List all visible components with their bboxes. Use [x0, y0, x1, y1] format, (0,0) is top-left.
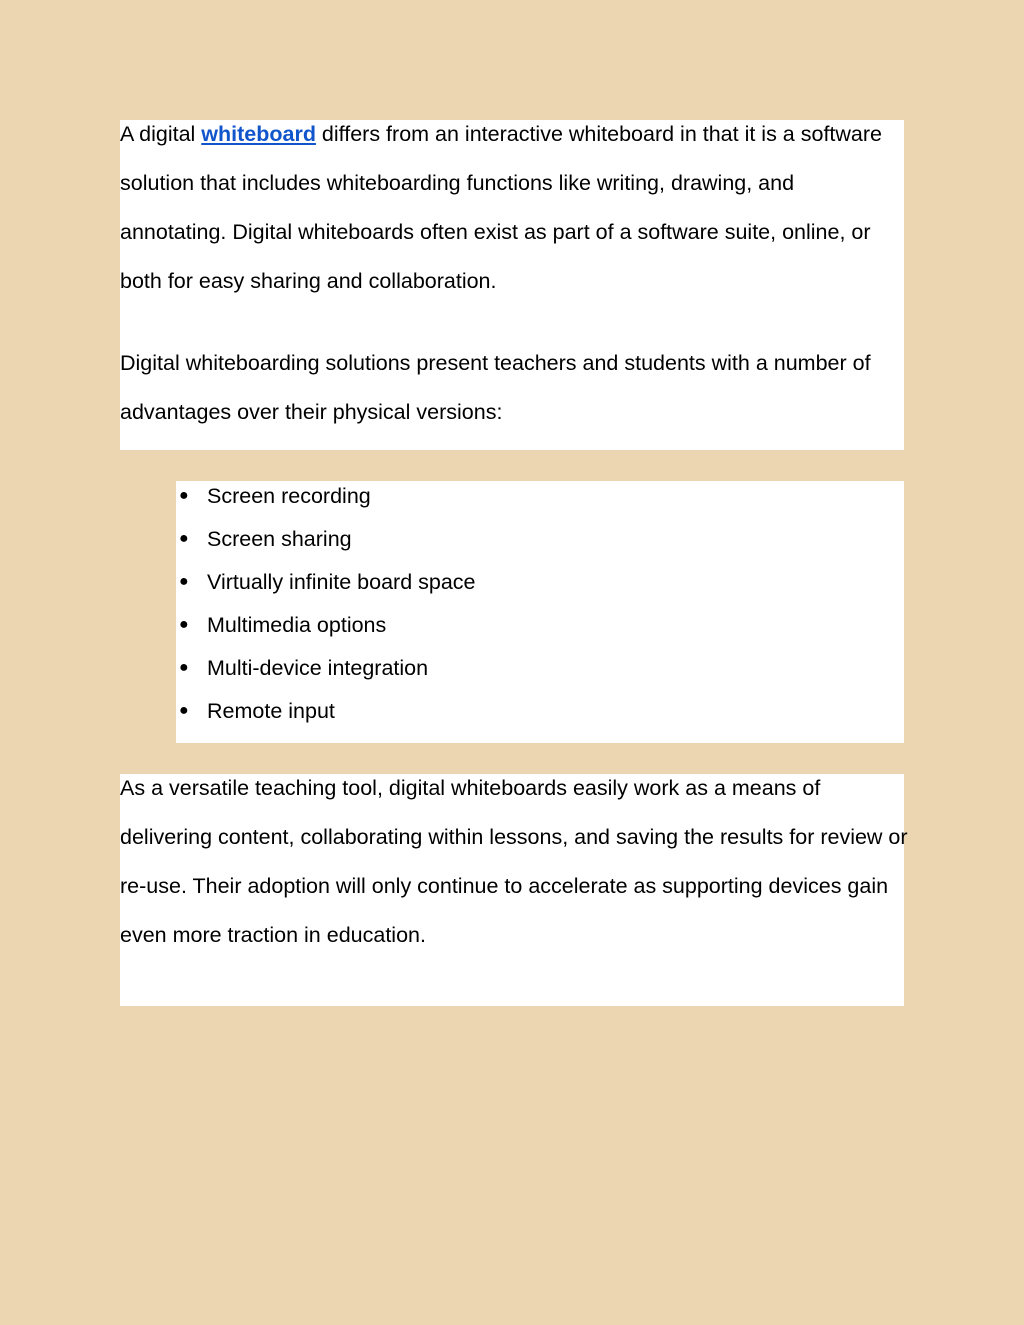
- advantages-intro-paragraph: Digital whiteboarding solutions present teachers and students with a number of advantages over their physical versions:: [120, 351, 871, 424]
- list-item: [176, 610, 904, 653]
- intro-suffix: differs from an interactive whiteboard in that it is a software solution that includes whiteboarding functions like writing, drawing, and annotating. Digital whiteboards often exist as part of a software suite, online, or both for easy sharing and collaboration.: [120, 122, 882, 293]
- bullet-icon: ●: [179, 530, 189, 547]
- intro-paragraph: [120, 110, 904, 306]
- list-item: [176, 653, 904, 696]
- advantages-list-box: [176, 481, 904, 743]
- conclusion-text-box: [120, 774, 908, 1006]
- bullet-icon: ●: [179, 616, 189, 633]
- list-item-label: Remote input: [207, 699, 335, 723]
- list-item: [176, 524, 904, 567]
- list-item-label: Multimedia options: [207, 613, 387, 637]
- list-item: [176, 481, 904, 524]
- intro-text-box: [120, 120, 904, 450]
- list-item: [176, 696, 904, 739]
- list-item: [176, 567, 904, 610]
- conclusion-paragraph: As a versatile teaching tool, digital whiteboards easily work as a means of delivering content, collaborating within lessons, and saving the results for review or re-use. Their adoption will only continue to accelerate as supporting devices gain even more traction in education.: [120, 776, 908, 947]
- bullet-icon: ●: [179, 659, 189, 676]
- bullet-icon: ●: [179, 487, 189, 504]
- list-item-label: Virtually infinite board space: [207, 570, 476, 594]
- bullet-icon: ●: [179, 702, 189, 719]
- list-item-label: Multi-device integration: [207, 656, 429, 680]
- list-item-label: Screen sharing: [207, 527, 352, 551]
- whiteboard-link[interactable]: whiteboard: [201, 122, 316, 146]
- intro-prefix: A digital: [120, 122, 202, 146]
- list-item-label: Screen recording: [207, 484, 371, 508]
- bullet-icon: ●: [179, 573, 189, 590]
